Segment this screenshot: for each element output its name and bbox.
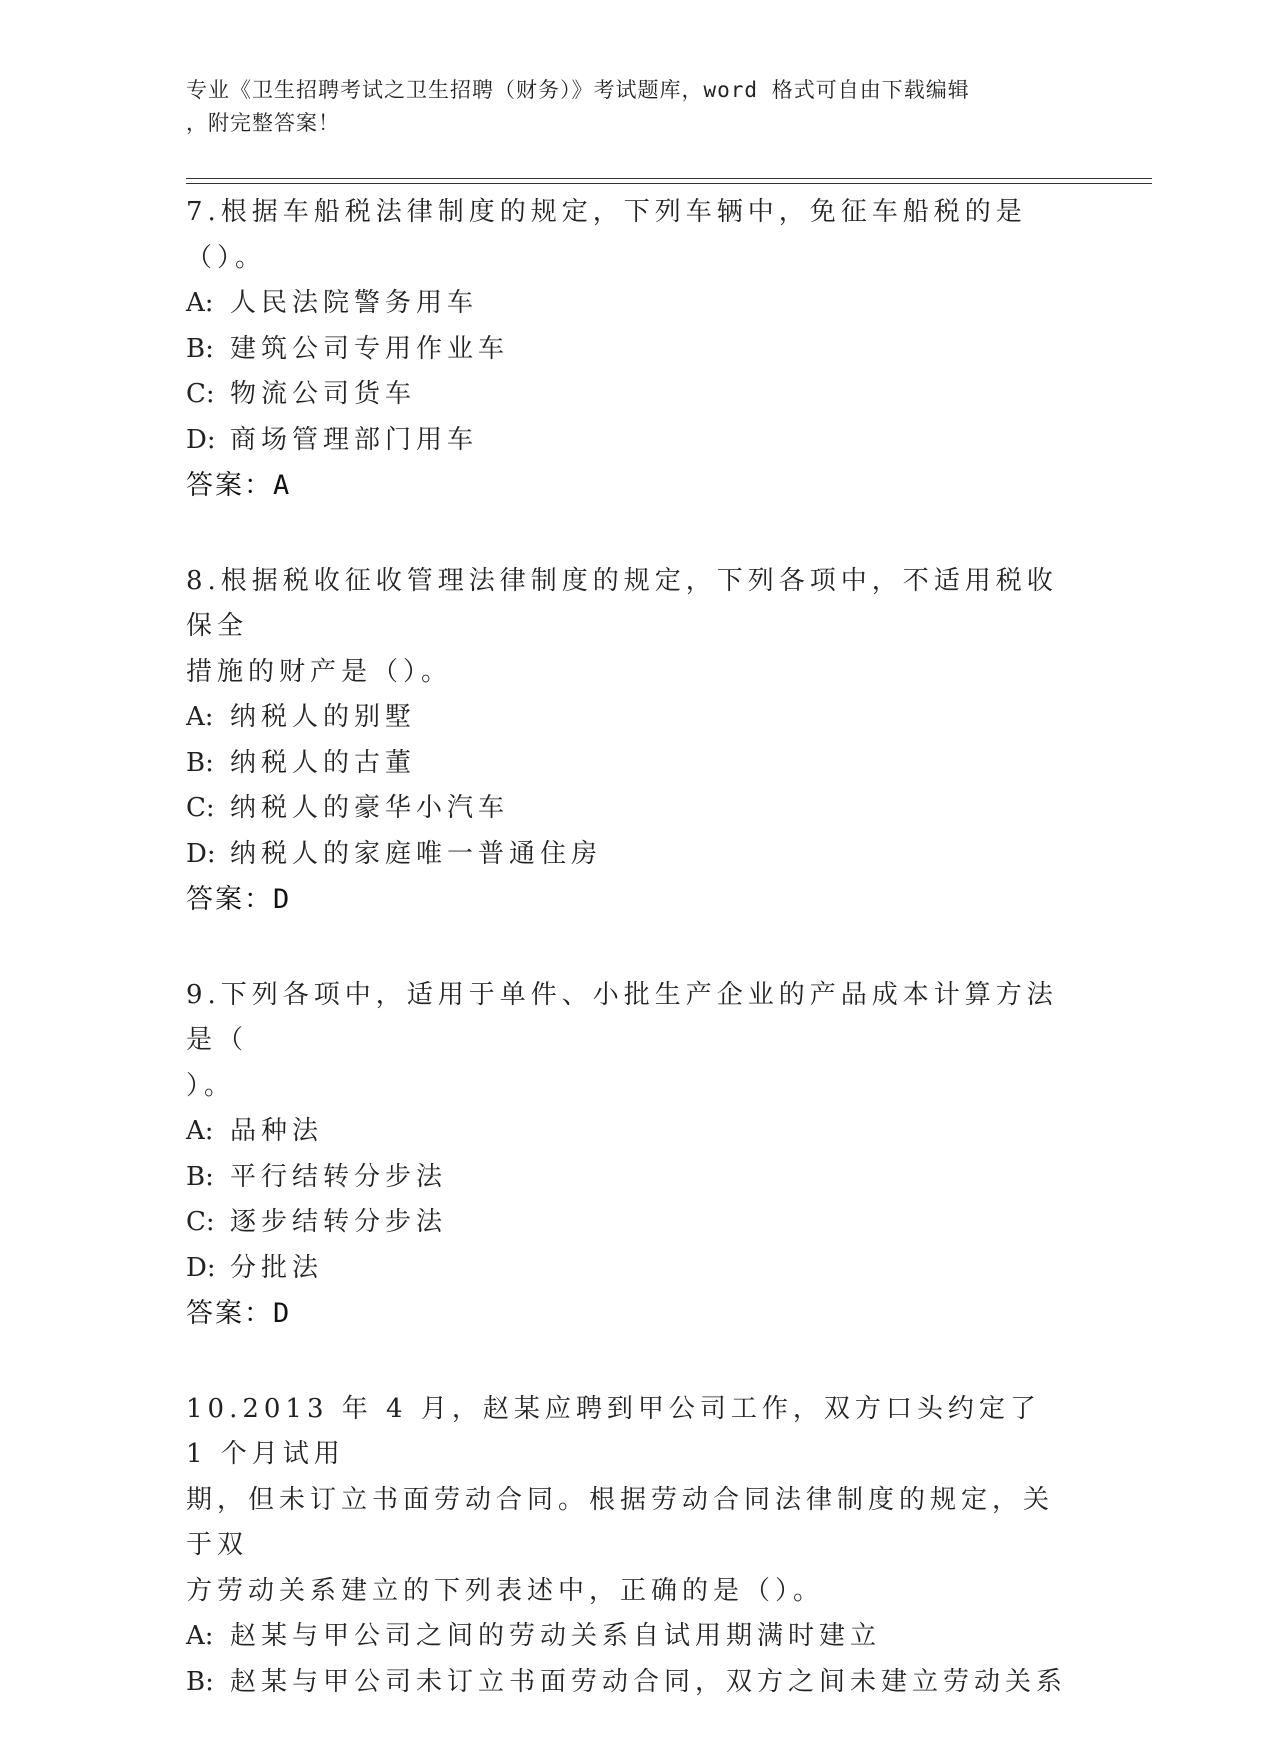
question-text-line: 期，但未订立书面劳动合同。根据劳动合同法律制度的规定，关于双 <box>186 1484 1055 1560</box>
option-item <box>186 418 1086 464</box>
option-letter: A: <box>186 288 214 318</box>
option-text: 品种法 <box>230 1116 324 1146</box>
option-letter: C: <box>186 1207 215 1237</box>
option-item <box>186 372 1086 418</box>
option-letter: A: <box>186 1621 214 1651</box>
option-letter: A: <box>186 702 214 732</box>
question-text-line: 7.根据车船税法律制度的规定，下列车辆中，免征车船税的是（）。 <box>186 197 1027 273</box>
option-text: 分批法 <box>230 1252 324 1283</box>
option-item <box>186 1246 1086 1292</box>
option-item <box>186 1660 1086 1706</box>
option-letter: B: <box>186 1666 214 1697</box>
option-letter: B: <box>186 1161 214 1192</box>
option-letter: B: <box>186 747 214 778</box>
question-text-line: ）。 <box>186 1070 236 1101</box>
answer-label: 答案： <box>186 1298 273 1329</box>
option-text: 纳税人的豪华小汽车 <box>230 793 510 823</box>
answer-value: A <box>273 470 290 501</box>
answer-line <box>186 877 1086 923</box>
answer-value: D <box>273 884 290 915</box>
option-text: 逐步结转分步法 <box>230 1207 448 1237</box>
option-text: 纳税人的家庭唯一普通住房 <box>230 838 603 869</box>
option-text: 赵某与甲公司之间的劳动关系自试用期满时建立 <box>230 1621 882 1651</box>
question-block <box>186 559 1086 923</box>
question-block <box>186 1387 1086 1706</box>
option-item <box>186 1200 1086 1246</box>
option-letter: D: <box>186 838 216 869</box>
option-text: 纳税人的别墅 <box>230 702 417 732</box>
option-letter: D: <box>186 1252 216 1283</box>
question-block <box>186 190 1086 509</box>
option-text: 商场管理部门用车 <box>230 424 479 455</box>
question-text-line: 措施的财产是（）。 <box>186 656 453 687</box>
option-item <box>186 1155 1086 1201</box>
option-item <box>186 1614 1086 1660</box>
option-text: 人民法院警务用车 <box>230 288 479 318</box>
question-list <box>186 190 1086 1755</box>
option-text: 物流公司货车 <box>230 379 417 409</box>
option-item <box>186 281 1086 327</box>
option-text: 平行结转分步法 <box>230 1161 448 1192</box>
option-text: 赵某与甲公司未订立书面劳动合同，双方之间未建立劳动关系 <box>230 1666 1068 1697</box>
option-item <box>186 741 1086 787</box>
question-block <box>186 973 1086 1337</box>
option-letter: D: <box>186 424 216 455</box>
option-text: 建筑公司专用作业车 <box>230 333 510 364</box>
answer-line <box>186 463 1086 509</box>
question-text-line: 10.2013 年 4 月，赵某应聘到甲公司工作，双方口头约定了 1 个月试用 <box>186 1393 1041 1469</box>
question-text-line: 方劳动关系建立的下列表述中，正确的是（）。 <box>186 1575 825 1606</box>
document-header <box>186 74 1066 140</box>
header-line-1: 专业《卫生招聘考试之卫生招聘（财务）》考试题库，word 格式可自由下载编辑 <box>186 78 970 102</box>
header-divider-top <box>186 178 1152 179</box>
option-item <box>186 695 1086 741</box>
option-item <box>186 832 1086 878</box>
question-text-line: 9.下列各项中，适用于单件、小批生产企业的产品成本计算方法是（ <box>186 979 1058 1055</box>
option-letter: B: <box>186 333 214 364</box>
option-letter: A: <box>186 1116 214 1146</box>
answer-label: 答案： <box>186 884 273 915</box>
option-item <box>186 327 1086 373</box>
answer-label: 答案： <box>186 470 273 501</box>
question-text-line: 8.根据税收征收管理法律制度的规定，下列各项中，不适用税收保全 <box>186 565 1058 641</box>
option-text: 纳税人的古董 <box>230 747 417 778</box>
header-line-2: ，附完整答案！ <box>186 111 340 135</box>
answer-line <box>186 1291 1086 1337</box>
option-item <box>186 1109 1086 1155</box>
option-letter: C: <box>186 379 215 409</box>
header-divider-bottom <box>186 183 1152 184</box>
option-letter: C: <box>186 793 215 823</box>
answer-value: D <box>273 1298 290 1329</box>
option-item <box>186 786 1086 832</box>
